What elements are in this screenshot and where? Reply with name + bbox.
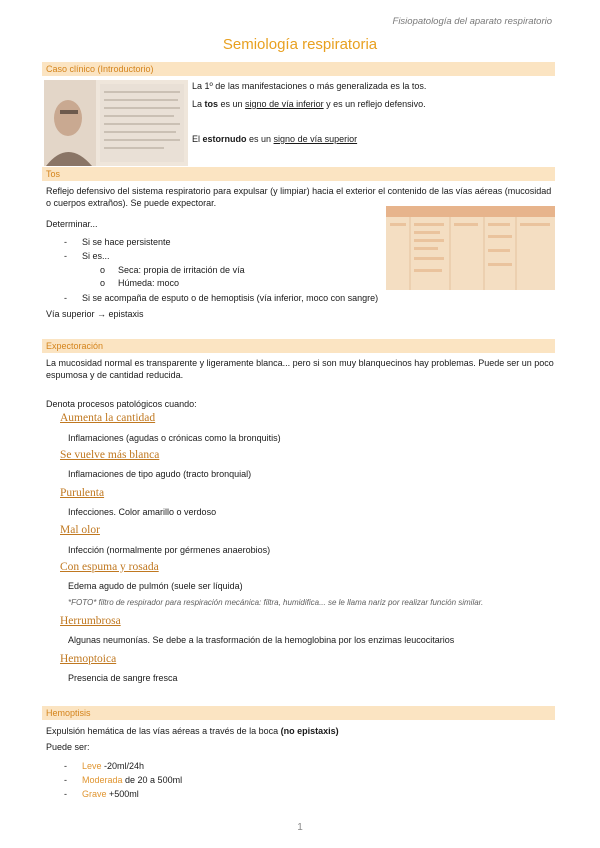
tos-subitem-1: Seca: propia de irritación de vía xyxy=(118,265,245,275)
hemoptisis-puede: Puede ser: xyxy=(46,742,90,752)
section-heading-tos: Tos xyxy=(42,167,555,181)
desc-purulenta: Infecciones. Color amarillo o verdoso xyxy=(68,507,217,517)
subheading-mal-olor: Mal olor xyxy=(60,524,100,536)
caso-line-3: El estornudo es un signo de vía superior xyxy=(192,134,358,144)
case-photo xyxy=(44,80,188,166)
cough-table-image xyxy=(386,206,555,290)
hemoptisis-item-grave: Grave +500ml xyxy=(82,789,139,799)
tos-item-3: Si se acompaña de esputo o de hemoptisis (vía inferior, moco con sangre) xyxy=(82,293,379,303)
page-number: 1 xyxy=(297,822,303,833)
photo-note: *FOTO* filtro de respirador para respiración mecánica: filtra, humidifica... se le llama nariz por realizar función similar. xyxy=(68,598,484,607)
tos-paragraph: Reflejo defensivo del sistema respiratorio para expulsar (y limpiar) hacia el exterior el contenido de las vías aéreas (mucosidad o cuerpos extraños). Se puede expectorar. xyxy=(46,186,552,208)
desc-blanca: Inflamaciones de tipo agudo (tracto bronquial) xyxy=(68,469,252,479)
subheading-aumenta: Aumenta la cantidad xyxy=(60,412,156,424)
expectoracion-paragraph: La mucosidad normal es transparente y ligeramente blanca... pero si son muy blanquecinos hay problemas. Puede ser un poco espumosa y de cantidad reducida. xyxy=(46,358,554,380)
list-dash: - xyxy=(64,761,67,771)
subheading-purulenta: Purulenta xyxy=(60,487,105,499)
list-dash: - xyxy=(64,237,67,247)
list-bullet: o xyxy=(100,278,106,288)
desc-herrumbrosa: Algunas neumonías. Se debe a la trasformación de la hemoglobina por los enzimas leucocitarios xyxy=(68,635,455,645)
list-dash: - xyxy=(64,293,67,303)
hemoptisis-item-moderada: Moderada de 20 a 500ml xyxy=(82,775,183,785)
desc-aumenta: Inflamaciones (agudas o crónicas como la bronquitis) xyxy=(68,433,281,443)
tos-item-2: Si es... xyxy=(82,251,110,261)
desc-espuma: Edema agudo de pulmón (suele ser líquida) xyxy=(68,581,243,591)
section-heading-caso: Caso clínico (Introductorio) xyxy=(42,62,555,76)
section-heading-hemoptisis: Hemoptisis xyxy=(42,706,555,720)
list-dash: - xyxy=(64,251,67,261)
subheading-hemoptoica: Hemoptoica xyxy=(60,653,117,665)
section-heading-expectoracion: Expectoración xyxy=(42,339,555,353)
subheading-herrumbrosa: Herrumbrosa xyxy=(60,615,121,627)
tos-subitem-2: Húmeda: moco xyxy=(118,278,180,288)
subheading-blanca: Se vuelve más blanca xyxy=(60,449,160,461)
hemoptisis-item-leve: Leve -20ml/24h xyxy=(82,761,145,771)
page-title: Semiología respiratoria xyxy=(222,36,378,53)
expectoracion-denota: Denota procesos patológicos cuando: xyxy=(46,399,197,409)
subheading-espuma: Con espuma y rosada xyxy=(60,561,159,573)
tos-item-1: Si se hace persistente xyxy=(82,237,171,247)
caso-line-1: La 1º de las manifestaciones o más generalizada es la tos. xyxy=(192,81,427,91)
desc-hemoptoica: Presencia de sangre fresca xyxy=(68,673,178,683)
caso-line-2: La tos es un signo de vía inferior y es un reflejo defensivo. xyxy=(192,99,426,109)
hemoptisis-paragraph: Expulsión hemática de las vías aéreas a través de la boca (no epistaxis) xyxy=(46,726,339,736)
tos-via-superior: Vía superior → epistaxis xyxy=(46,309,144,319)
list-bullet: o xyxy=(100,265,106,275)
tos-determinar: Determinar... xyxy=(46,219,98,229)
running-header: Fisiopatología del aparato respiratorio xyxy=(392,16,552,27)
list-dash: - xyxy=(64,789,67,799)
list-dash: - xyxy=(64,775,67,785)
desc-mal-olor: Infección (normalmente por gérmenes anaerobios) xyxy=(68,545,271,555)
